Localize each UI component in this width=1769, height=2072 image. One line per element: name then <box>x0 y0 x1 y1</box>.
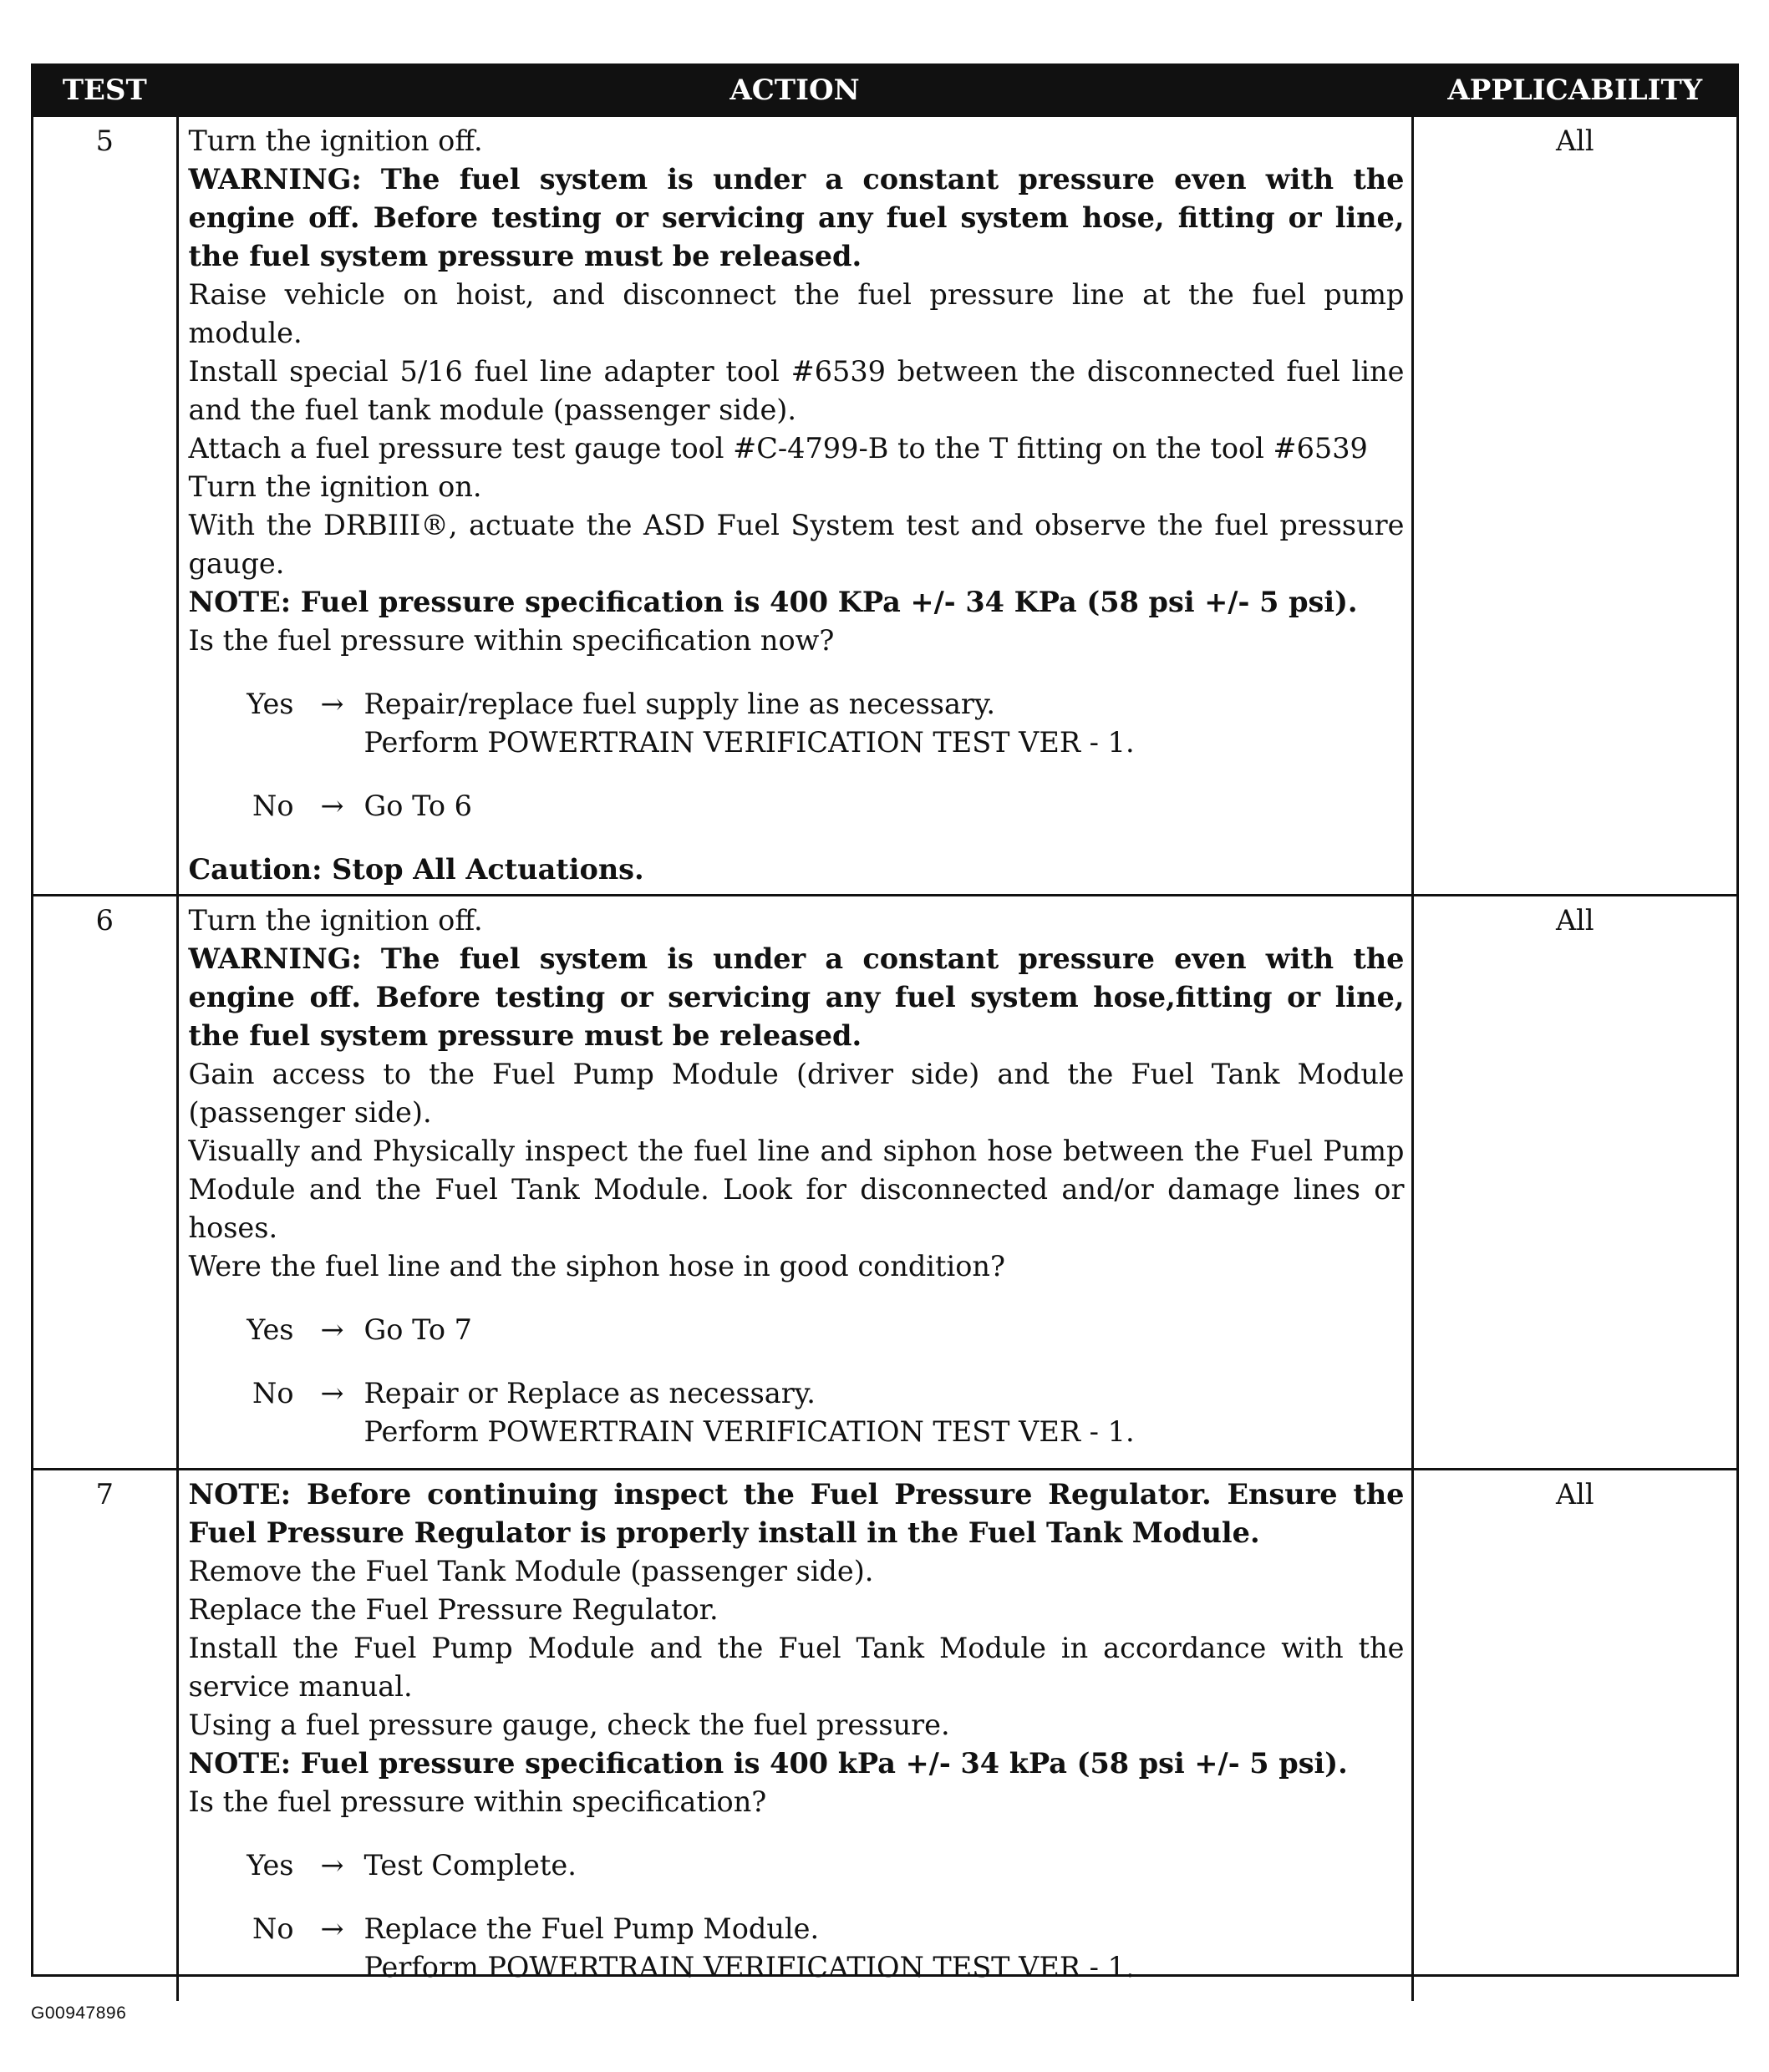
arrow-right-icon: → <box>320 1313 344 1346</box>
answer-line: Repair or Replace as necessary. <box>363 1377 816 1409</box>
header-row <box>33 66 1736 116</box>
answer-line: Replace the Fuel Pump Module. <box>363 1912 820 1945</box>
answer-text <box>364 1374 1405 1451</box>
action-note: NOTE: Before continuing inspect the Fuel Pressure Regulator. Ensure the Fuel Pressure Regulator is properly install in the Fuel Tank Module. <box>188 1478 1405 1549</box>
answer-label: Yes <box>247 1313 294 1346</box>
header-action: ACTION <box>177 66 1412 116</box>
answer-text <box>364 1311 1405 1349</box>
answer-text <box>364 685 1405 762</box>
action-cell <box>177 896 1412 1470</box>
answer-label: Yes <box>247 688 294 720</box>
figure-code: G00947896 <box>31 2003 127 2023</box>
action-note: NOTE: Fuel pressure specification is 400 KPa +/- 34 KPa (58 psi +/- 5 psi). <box>188 586 1358 618</box>
action-step: Turn the ignition off. <box>188 124 483 157</box>
action-step: Attach a fuel pressure test gauge tool #C-4799-B to the T fitting on the tool #6539 <box>188 432 1368 465</box>
action-step: Is the fuel pressure within specification now? <box>188 624 835 657</box>
action-note: NOTE: Fuel pressure specification is 400 kPa +/- 34 kPa (58 psi +/- 5 psi). <box>188 1747 1348 1780</box>
diagnostic-test-table <box>31 63 1739 1983</box>
arrow-right-icon: → <box>320 1912 344 1945</box>
table-body <box>33 116 1736 2001</box>
action-step: Replace the Fuel Pressure Regulator. <box>188 1593 719 1626</box>
answer-line: Perform POWERTRAIN VERIFICATION TEST VER - 1. <box>363 726 1135 759</box>
action-note: WARNING: The fuel system is under a constant pressure even with the engine off. Before testing or servicing any fuel system hose,fitting or line, the fuel system pressure must be released. <box>188 942 1405 1052</box>
action-step: Turn the ignition off. <box>188 904 483 937</box>
answer-line: Go To 6 <box>363 790 472 822</box>
action-step: Remove the Fuel Tank Module (passenger side). <box>188 1555 874 1587</box>
action-step: With the DRBIII®, actuate the ASD Fuel System test and observe the fuel pressure gauge. <box>188 509 1405 580</box>
action-step: Gain access to the Fuel Pump Module (driver side) and the Fuel Tank Module (passenger side). <box>188 1058 1405 1129</box>
answer-no <box>189 1910 1405 1987</box>
answer-line: Test Complete. <box>363 1849 577 1882</box>
answer-label: No <box>252 790 294 822</box>
answer-yes <box>189 1846 1405 1885</box>
answer-line: Perform POWERTRAIN VERIFICATION TEST VER - 1. <box>363 1951 1135 1983</box>
test-number: 5 <box>33 116 177 896</box>
answer-line: Repair/replace fuel supply line as necessary. <box>363 688 996 720</box>
test-number: 7 <box>33 1470 177 2001</box>
action-step: Raise vehicle on hoist, and disconnect the fuel pressure line at the fuel pump module. <box>188 278 1405 349</box>
header-test: TEST <box>33 66 177 116</box>
action-step: Were the fuel line and the siphon hose in good condition? <box>188 1250 1005 1282</box>
answer-label: Yes <box>247 1849 294 1882</box>
answer-yes <box>189 1311 1405 1349</box>
answer-no <box>189 787 1405 825</box>
arrow-right-icon: → <box>320 688 344 720</box>
action-step: Turn the ignition on. <box>188 470 482 503</box>
action-step: Install special 5/16 fuel line adapter tool #6539 between the disconnected fuel line and the fuel tank module (passenger side). <box>188 355 1405 426</box>
applicability-cell: All <box>1412 896 1736 1470</box>
action-cell <box>177 1470 1412 2001</box>
action-step: Visually and Physically inspect the fuel line and siphon hose between the Fuel Pump Module and the Fuel Tank Module. Look for disconnected and/or damage lines or hoses. <box>188 1135 1405 1244</box>
answer-text <box>364 1846 1405 1885</box>
test-number: 6 <box>33 896 177 1470</box>
answer-text <box>364 787 1405 825</box>
action-cell <box>177 116 1412 896</box>
action-note: WARNING: The fuel system is under a constant pressure even with the engine off. Before testing or servicing any fuel system hose, fitting or line, the fuel system pressure must be released. <box>188 163 1405 272</box>
action-step: Install the Fuel Pump Module and the Fuel Tank Module in accordance with the service manual. <box>188 1632 1405 1703</box>
applicability-cell: All <box>1412 1470 1736 2001</box>
answer-text <box>364 1910 1405 1987</box>
answer-line: Perform POWERTRAIN VERIFICATION TEST VER - 1. <box>363 1415 1135 1448</box>
arrow-right-icon: → <box>320 1849 344 1882</box>
caution-text: Caution: Stop All Actuations. <box>188 853 644 886</box>
action-step: Is the fuel pressure within specification? <box>188 1785 767 1818</box>
table-row <box>33 1470 1736 2001</box>
arrow-right-icon: → <box>320 790 344 822</box>
answer-yes <box>189 685 1405 762</box>
answer-label: No <box>252 1912 294 1945</box>
table-row <box>33 896 1736 1470</box>
action-step: Using a fuel pressure gauge, check the fuel pressure. <box>188 1709 950 1741</box>
table-row <box>33 116 1736 896</box>
arrow-right-icon: → <box>320 1377 344 1409</box>
answer-line: Go To 7 <box>363 1313 472 1346</box>
applicability-cell: All <box>1412 116 1736 896</box>
test-table <box>33 66 1736 2001</box>
answer-label: No <box>252 1377 294 1409</box>
answer-no <box>189 1374 1405 1451</box>
header-applicability: APPLICABILITY <box>1412 66 1736 116</box>
